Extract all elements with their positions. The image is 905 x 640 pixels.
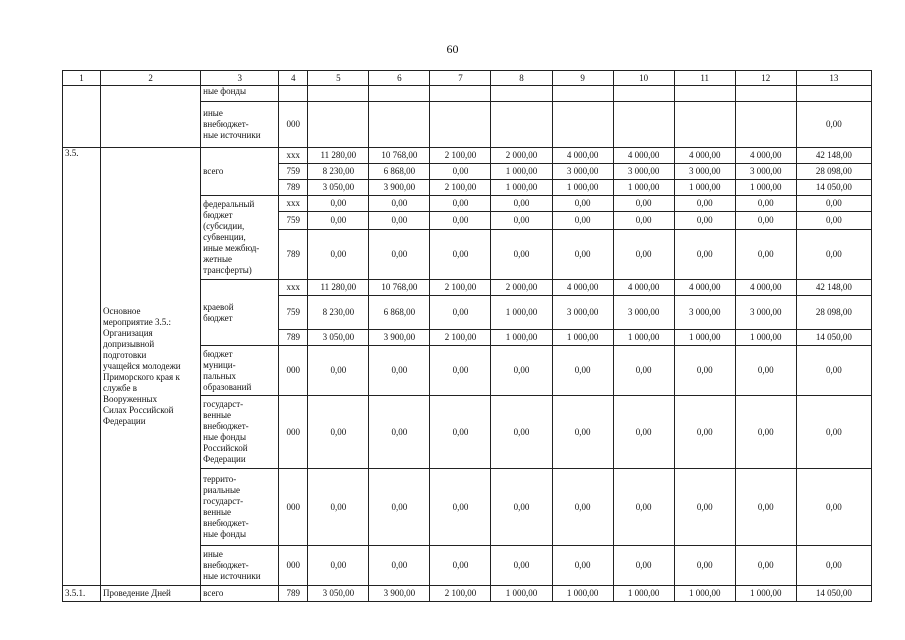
value-cell: 3 000,00	[735, 296, 796, 330]
value-cell: 1 000,00	[674, 586, 735, 602]
value-cell: 42 148,00	[796, 280, 871, 296]
value-cell: 0,00	[308, 346, 369, 396]
value-cell: 0,00	[796, 196, 871, 212]
value-cell: 3 050,00	[308, 180, 369, 196]
header-row	[63, 71, 872, 86]
value-cell	[552, 102, 613, 148]
value-cell: 1 000,00	[552, 586, 613, 602]
value-cell: 4 000,00	[735, 280, 796, 296]
value-cell: 3 000,00	[613, 296, 674, 330]
value-cell: 0,00	[369, 396, 430, 469]
value-cell: 1 000,00	[491, 164, 552, 180]
value-cell: 0,00	[491, 396, 552, 469]
item-name: Основное мероприятие 3.5.: Организация допризывной подготовки учащейся молодежи Приморского края к службе в Вооруженных Силах Российской Федерации	[101, 148, 201, 586]
value-cell	[674, 102, 735, 148]
value-cell: 0,00	[308, 469, 369, 546]
table-row	[63, 148, 872, 164]
value-cell: 0,00	[369, 346, 430, 396]
value-cell: 4 000,00	[674, 148, 735, 164]
column-header: 9	[552, 71, 613, 86]
value-cell: 10 768,00	[369, 280, 430, 296]
value-cell: 14 050,00	[796, 180, 871, 196]
value-cell	[674, 86, 735, 102]
value-cell	[491, 102, 552, 148]
column-header: 4	[279, 71, 308, 86]
value-cell: 8 230,00	[308, 164, 369, 180]
value-cell: 0,00	[308, 546, 369, 586]
source-label: иные внебюджет- ные источники	[201, 546, 279, 586]
column-header: 2	[101, 71, 201, 86]
value-cell: 4 000,00	[552, 280, 613, 296]
column-header: 7	[430, 71, 491, 86]
code-cell: 000	[279, 546, 308, 586]
value-cell: 0,00	[735, 546, 796, 586]
value-cell: 0,00	[613, 346, 674, 396]
value-cell: 1 000,00	[491, 180, 552, 196]
value-cell: 0,00	[491, 230, 552, 280]
value-cell: 3 000,00	[552, 164, 613, 180]
value-cell: 14 050,00	[796, 586, 871, 602]
value-cell: 4 000,00	[735, 148, 796, 164]
source-label: государст- венные внебюджет- ные фонды Российской Федерации	[201, 396, 279, 469]
column-header: 5	[308, 71, 369, 86]
value-cell: 0,00	[552, 546, 613, 586]
value-cell: 0,00	[430, 164, 491, 180]
value-cell: 0,00	[430, 230, 491, 280]
value-cell: 1 000,00	[491, 586, 552, 602]
code-cell: 000	[279, 396, 308, 469]
value-cell: 1 000,00	[552, 330, 613, 346]
value-cell: 10 768,00	[369, 148, 430, 164]
value-cell: 3 050,00	[308, 330, 369, 346]
value-cell: 0,00	[735, 212, 796, 230]
value-cell	[369, 86, 430, 102]
value-cell: 42 148,00	[796, 148, 871, 164]
value-cell	[369, 102, 430, 148]
value-cell: 11 280,00	[308, 280, 369, 296]
value-cell	[735, 86, 796, 102]
value-cell: 1 000,00	[735, 586, 796, 602]
value-cell: 28 098,00	[796, 296, 871, 330]
column-header: 12	[735, 71, 796, 86]
value-cell: 0,00	[735, 196, 796, 212]
value-cell: 0,00	[430, 196, 491, 212]
value-cell: 1 000,00	[613, 330, 674, 346]
value-cell: 1 000,00	[613, 180, 674, 196]
value-cell: 2 000,00	[491, 280, 552, 296]
value-cell: 1 000,00	[491, 296, 552, 330]
budget-table	[62, 70, 872, 602]
value-cell: 0,00	[674, 212, 735, 230]
value-cell: 0,00	[796, 546, 871, 586]
code-cell: 759	[279, 212, 308, 230]
value-cell: 0,00	[369, 196, 430, 212]
item-name: Проведение Дней	[101, 586, 201, 602]
value-cell	[613, 102, 674, 148]
item-number: 3.5.1.	[63, 586, 101, 602]
value-cell	[552, 86, 613, 102]
source-label: бюджет муници- пальных образований	[201, 346, 279, 396]
value-cell: 0,00	[552, 346, 613, 396]
value-cell: 11 280,00	[308, 148, 369, 164]
source-label: федеральный бюджет (субсидии, субвенции, иные межбюд- жетные трансферты)	[201, 196, 279, 280]
column-header: 11	[674, 71, 735, 86]
value-cell: 2 100,00	[430, 280, 491, 296]
code-cell: 789	[279, 180, 308, 196]
value-cell: 3 000,00	[674, 164, 735, 180]
code-cell: 789	[279, 586, 308, 602]
value-cell: 0,00	[674, 396, 735, 469]
code-cell: 759	[279, 296, 308, 330]
value-cell: 0,00	[430, 546, 491, 586]
value-cell: 1 000,00	[552, 180, 613, 196]
column-header: 3	[201, 71, 279, 86]
value-cell: 0,00	[308, 396, 369, 469]
source-label: ные фонды	[201, 86, 279, 102]
value-cell: 0,00	[308, 230, 369, 280]
value-cell: 4 000,00	[674, 280, 735, 296]
value-cell: 0,00	[674, 346, 735, 396]
value-cell: 0,00	[552, 396, 613, 469]
value-cell: 3 900,00	[369, 180, 430, 196]
value-cell: 3 900,00	[369, 586, 430, 602]
value-cell: 0,00	[369, 469, 430, 546]
value-cell: 0,00	[796, 469, 871, 546]
value-cell	[491, 86, 552, 102]
value-cell: 0,00	[491, 212, 552, 230]
value-cell: 1 000,00	[491, 330, 552, 346]
value-cell: 4 000,00	[613, 148, 674, 164]
column-header: 13	[796, 71, 871, 86]
value-cell: 0,00	[613, 230, 674, 280]
source-label: иные внебюджет- ные источники	[201, 102, 279, 148]
value-cell: 0,00	[430, 296, 491, 330]
value-cell: 2 100,00	[430, 330, 491, 346]
value-cell: 0,00	[430, 346, 491, 396]
value-cell: 1 000,00	[613, 586, 674, 602]
value-cell: 0,00	[735, 396, 796, 469]
value-cell: 6 868,00	[369, 296, 430, 330]
table-row	[63, 86, 872, 102]
value-cell: 0,00	[369, 546, 430, 586]
value-cell: 0,00	[613, 396, 674, 469]
value-cell: 0,00	[552, 230, 613, 280]
value-cell: 0,00	[674, 196, 735, 212]
code-cell: 000	[279, 102, 308, 148]
value-cell: 2 000,00	[491, 148, 552, 164]
total-cell: 0,00	[796, 102, 871, 148]
item-number: 3.5.	[63, 148, 101, 586]
column-header: 1	[63, 71, 101, 86]
value-cell: 0,00	[369, 212, 430, 230]
value-cell: 0,00	[613, 196, 674, 212]
value-cell	[308, 86, 369, 102]
value-cell	[735, 102, 796, 148]
code-cell: 000	[279, 346, 308, 396]
value-cell: 14 050,00	[796, 330, 871, 346]
value-cell: 3 050,00	[308, 586, 369, 602]
value-cell: 4 000,00	[613, 280, 674, 296]
value-cell: 0,00	[796, 396, 871, 469]
value-cell: 1 000,00	[674, 330, 735, 346]
value-cell: 0,00	[430, 396, 491, 469]
value-cell: 4 000,00	[552, 148, 613, 164]
code-cell: xxx	[279, 196, 308, 212]
value-cell	[308, 102, 369, 148]
code-cell: 000	[279, 469, 308, 546]
source-label: всего	[201, 586, 279, 602]
value-cell: 1 000,00	[735, 330, 796, 346]
value-cell: 0,00	[491, 469, 552, 546]
value-cell: 0,00	[796, 212, 871, 230]
value-cell: 3 000,00	[735, 164, 796, 180]
source-label: всего	[201, 148, 279, 196]
value-cell: 0,00	[796, 230, 871, 280]
column-header: 6	[369, 71, 430, 86]
value-cell: 0,00	[552, 212, 613, 230]
column-header: 10	[613, 71, 674, 86]
name-cell	[101, 86, 201, 148]
value-cell: 0,00	[308, 196, 369, 212]
value-cell: 2 100,00	[430, 180, 491, 196]
number-cell	[63, 86, 101, 148]
value-cell	[613, 86, 674, 102]
value-cell: 0,00	[552, 196, 613, 212]
value-cell: 0,00	[430, 212, 491, 230]
value-cell: 3 900,00	[369, 330, 430, 346]
value-cell: 0,00	[735, 346, 796, 396]
table-row	[63, 586, 872, 602]
value-cell: 0,00	[491, 546, 552, 586]
value-cell: 2 100,00	[430, 148, 491, 164]
page-number: 60	[446, 42, 459, 56]
code-cell: 789	[279, 230, 308, 280]
value-cell: 1 000,00	[735, 180, 796, 196]
value-cell: 0,00	[613, 212, 674, 230]
code-cell: 789	[279, 330, 308, 346]
value-cell: 2 100,00	[430, 586, 491, 602]
source-label: краевой бюджет	[201, 280, 279, 346]
value-cell: 0,00	[369, 230, 430, 280]
value-cell: 0,00	[552, 469, 613, 546]
code-cell: xxx	[279, 148, 308, 164]
value-cell: 6 868,00	[369, 164, 430, 180]
code-cell: 759	[279, 164, 308, 180]
value-cell: 0,00	[735, 230, 796, 280]
source-label: террито- риальные государст- венные внебюджет- ные фонды	[201, 469, 279, 546]
value-cell: 3 000,00	[613, 164, 674, 180]
value-cell: 0,00	[674, 469, 735, 546]
value-cell: 3 000,00	[674, 296, 735, 330]
value-cell: 0,00	[491, 196, 552, 212]
value-cell: 0,00	[308, 212, 369, 230]
value-cell: 3 000,00	[552, 296, 613, 330]
value-cell	[430, 86, 491, 102]
value-cell: 1 000,00	[674, 180, 735, 196]
value-cell: 28 098,00	[796, 164, 871, 180]
value-cell: 0,00	[613, 469, 674, 546]
value-cell	[279, 86, 308, 102]
value-cell: 0,00	[674, 230, 735, 280]
value-cell: 0,00	[491, 346, 552, 396]
value-cell: 0,00	[735, 469, 796, 546]
column-header: 8	[491, 71, 552, 86]
value-cell	[430, 102, 491, 148]
value-cell: 8 230,00	[308, 296, 369, 330]
value-cell	[796, 86, 871, 102]
value-cell: 0,00	[796, 346, 871, 396]
value-cell: 0,00	[674, 546, 735, 586]
value-cell: 0,00	[613, 546, 674, 586]
code-cell: xxx	[279, 280, 308, 296]
value-cell: 0,00	[430, 469, 491, 546]
